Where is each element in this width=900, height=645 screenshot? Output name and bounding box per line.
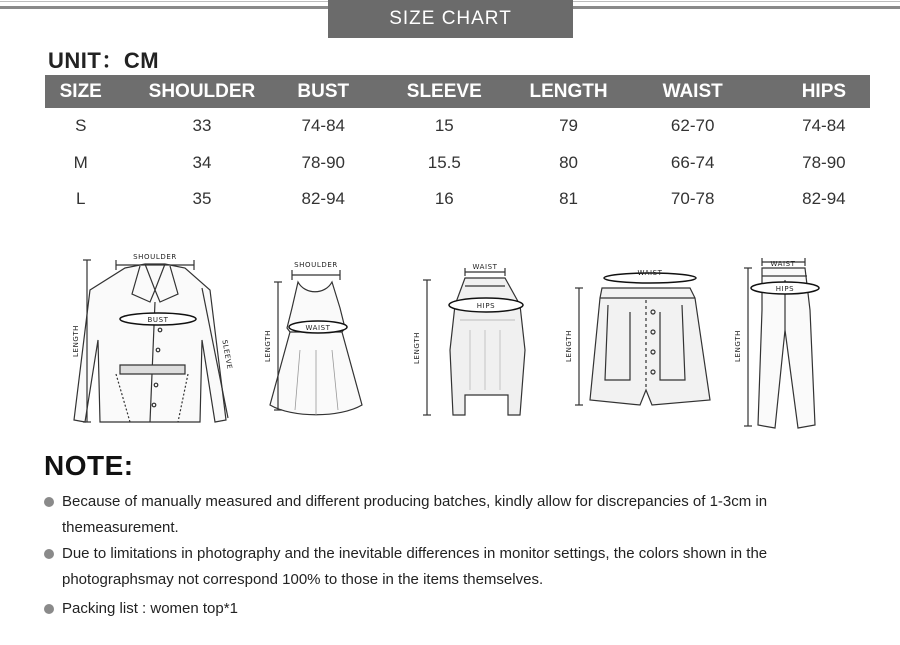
table-cell: 79 [559,116,578,136]
skirt-waist-label: WAIST [472,263,498,271]
jacket-illustration [74,264,226,422]
note-text-line: photographsmay not correspond 100% to those in the items themselves. [62,571,544,588]
skirt-hips-label: HIPS [476,302,496,310]
garment-diagrams [70,250,830,435]
jacket-length-label: LENGTH [72,325,80,357]
banner-line-right [573,6,900,9]
note-text-line: Due to limitations in photography and the inevitable differences in monitor settings, the colors shown in the [62,545,768,562]
table-cell: 66-74 [670,152,715,172]
shorts-illustration [590,288,710,405]
banner-line-left-thin [0,1,328,2]
size-table [45,75,870,218]
table-cell: 15.5 [427,152,461,172]
banner-line-left [0,6,328,9]
table-cell: 15 [434,116,454,136]
column-header: WAIST [608,75,778,108]
table-cell: 82-94 [301,189,345,209]
table-cell: 33 [192,116,212,136]
column-header: SIZE [45,75,117,108]
column-header: LENGTH [529,75,607,108]
jacket-shoulder-label: SHOULDER [133,253,177,261]
jacket-bust-label: BUST [147,316,169,324]
table-cell: 74-84 [802,116,846,136]
shorts-length-label: LENGTH [565,330,573,362]
note-text-line: Packing list : women top*1 [62,600,238,617]
shorts-waist-label: WAIST [637,269,663,277]
note-item [44,596,844,622]
table-row [45,181,870,218]
table-cell: 34 [192,152,212,172]
skirt-diagram [413,263,525,415]
table-cell: 35 [192,189,212,209]
table-cell: 78-90 [802,152,846,172]
table-cell: 62-70 [670,116,715,136]
table-row [45,108,870,145]
table-cell: L [76,189,86,209]
table-cell: S [75,116,87,136]
note-title: NOTE: [44,450,134,481]
dress-diagram [264,261,362,415]
table-cell: 74-84 [301,116,345,136]
note-item [44,489,844,541]
table-row [45,145,870,182]
bullet-icon [44,497,54,507]
table-cell: 70-78 [670,189,715,209]
bullet-icon [44,549,54,559]
pants-diagram [734,258,819,428]
table-cell: 82-94 [802,189,846,209]
table-cell: 16 [434,189,454,209]
pants-waist-label: WAIST [770,260,796,268]
dress-shoulder-label: SHOULDER [294,261,338,269]
jacket-sleeve-label: SLEEVE [220,339,234,371]
table-header-row [45,75,870,108]
banner-line-right-thin [573,1,900,2]
column-header: HIPS [778,75,870,108]
pants-hips-label: HIPS [775,285,795,293]
column-header: SLEEVE [359,75,529,108]
dress-waist-label: WAIST [305,324,331,332]
pants-length-label: LENGTH [734,330,742,362]
column-header: BUST [287,75,359,108]
dress-length-label: LENGTH [264,330,272,362]
note-item [44,541,844,593]
skirt-length-label: LENGTH [413,332,421,364]
note-text-line: Because of manually measured and different producing batches, kindly allow for discrepancies of 1-3cm in [62,493,768,510]
column-header: SHOULDER [117,75,288,108]
shorts-diagram [565,269,710,405]
unit-label: UNIT：CM [48,48,160,73]
table-cell: 78-90 [301,152,345,172]
table-cell: 80 [559,152,578,172]
table-cell: 81 [559,189,578,209]
size-chart-title: SIZE CHART [328,0,573,38]
table-cell: M [73,152,88,172]
dress-illustration [270,282,362,415]
note-text-line: themeasurement. [62,519,179,536]
bullet-icon [44,604,54,614]
jacket-diagram [72,253,234,422]
